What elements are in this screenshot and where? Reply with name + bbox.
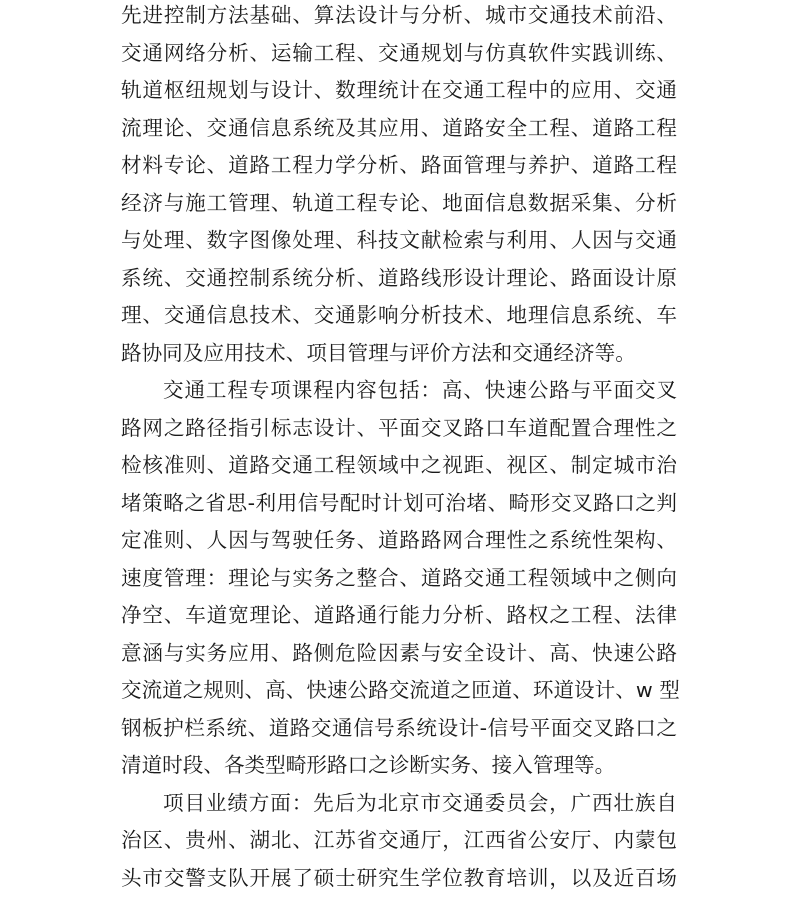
text-line: 流理论、交通信息系统及其应用、道路安全工程、道路工程 [121,110,677,148]
text-line: 路协同及应用技术、项目管理与评价方法和交通经济等。 [121,335,677,373]
text-line: 定准则、人因与驾驶任务、道路路网合理性之系统性架构、 [121,522,677,560]
text-line: 项目业绩方面：先后为北京市交通委员会，广西壮族自 [121,785,677,823]
text-line: 先进控制方法基础、算法设计与分析、城市交通技术前沿、 [121,0,677,35]
paragraph-special-courses [121,372,677,785]
text-line: 经济与施工管理、轨道工程专论、地面信息数据采集、分析 [121,185,677,223]
text-line: 路网之路径指引标志设计、平面交叉路口车道配置合理性之 [121,410,677,448]
text-line: 头市交警支队开展了硕士研究生学位教育培训，以及近百场 [121,860,677,897]
text-line: 交流道之规则、高、快速公路交流道之匝道、环道设计、w 型 [121,672,677,710]
text-line: 系统、交通控制系统分析、道路线形设计理论、路面设计原 [121,260,677,298]
text-line: 与处理、数字图像处理、科技文献检索与利用、人因与交通 [121,222,677,260]
text-line: 意涵与实务应用、路侧危险因素与安全设计、高、快速公路 [121,635,677,673]
text-line: 堵策略之省思-利用信号配时计划可治堵、畸形交叉路口之判 [121,485,677,523]
text-line: 理、交通信息技术、交通影响分析技术、地理信息系统、车 [121,297,677,335]
paragraph-project-achievements [121,785,677,897]
text-line: 治区、贵州、湖北、江苏省交通厅，江西省公安厅、内蒙包 [121,822,677,860]
text-line: 钢板护栏系统、道路交通信号系统设计-信号平面交叉路口之 [121,710,677,748]
text-line: 速度管理：理论与实务之整合、道路交通工程领域中之侧向 [121,560,677,598]
text-line: 清道时段、各类型畸形路口之诊断实务、接入管理等。 [121,747,677,785]
paragraph-courses-general [121,0,677,372]
document-page [121,0,677,897]
text-line: 材料专论、道路工程力学分析、路面管理与养护、道路工程 [121,147,677,185]
text-line: 交通工程专项课程内容包括：高、快速公路与平面交叉 [121,372,677,410]
text-line: 轨道枢纽规划与设计、数理统计在交通工程中的应用、交通 [121,72,677,110]
text-line: 检核准则、道路交通工程领域中之视距、视区、制定城市治 [121,447,677,485]
text-line: 净空、车道宽理论、道路通行能力分析、路权之工程、法律 [121,597,677,635]
text-line: 交通网络分析、运输工程、交通规划与仿真软件实践训练、 [121,35,677,73]
